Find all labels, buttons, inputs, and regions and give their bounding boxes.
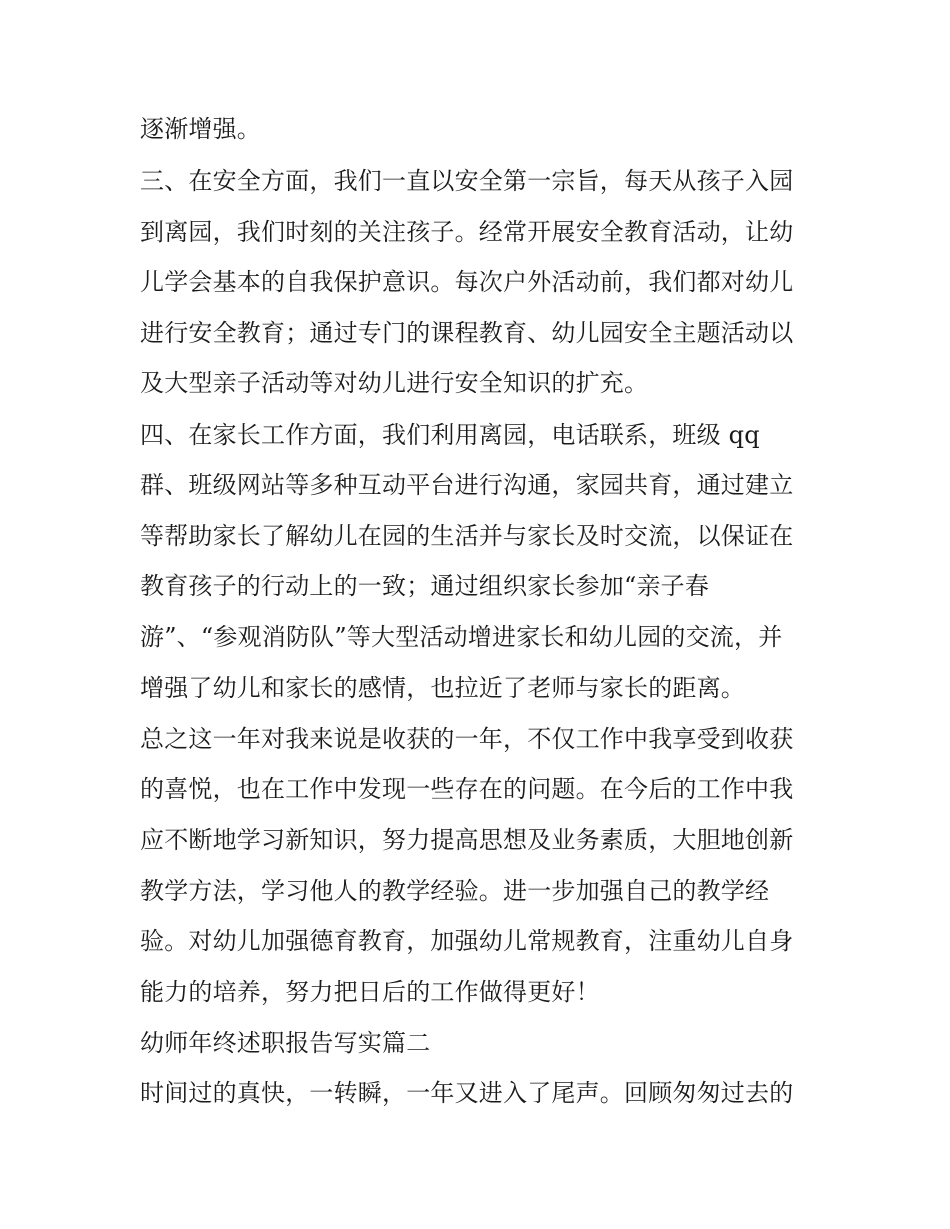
text-line: 及大型亲子活动等对幼儿进行安全知识的扩充。: [140, 369, 649, 397]
text-line: 增强了幼儿和家长的感情，也拉近了老师与家长的距离。: [140, 674, 745, 702]
text-line: 能力的培养，努力把日后的工作做得更好！: [140, 978, 600, 1006]
text-line: 到离园，我们时刻的关注孩子。经常开展安全教育活动，让幼: [140, 218, 794, 246]
text-line: 进行安全教育；通过专门的课程教育、幼儿园安全主题活动以: [140, 319, 794, 347]
text-line: 总之这一年对我来说是收获的一年，不仅工作中我享受到收获: [140, 725, 794, 753]
text-line: 验。对幼儿加强德育教育，加强幼儿常规教育，注重幼儿自身: [140, 927, 794, 955]
text-line: 教学方法，学习他人的教学经验。进一步加强自己的教学经: [140, 877, 770, 905]
text-line: 游”、“参观消防队”等大型活动增进家长和幼儿园的交流，并: [140, 623, 783, 651]
text-line: 逐渐增强。: [140, 115, 261, 143]
text-line: 时间过的真快，一转瞬，一年又进入了尾声。回顾匆匆过去的: [140, 1079, 794, 1107]
section-heading: 幼师年终述职报告写实篇二: [140, 1029, 431, 1057]
text-line: 三、在安全方面，我们一直以安全第一宗旨，每天从孩子入园: [140, 167, 794, 195]
text-line: 群、班级网站等多种互动平台进行沟通，家园共育，通过建立: [140, 471, 794, 499]
text-line: 儿学会基本的自我保护意识。每次户外活动前，我们都对幼儿: [140, 268, 794, 296]
text-line: 教育孩子的行动上的一致；通过组织家长参加“亲子春: [140, 572, 710, 600]
text-line: 的喜悦，也在工作中发现一些存在的问题。在今后的工作中我: [140, 775, 794, 803]
text-line: 应不断地学习新知识，努力提高思想及业务素质，大胆地创新: [140, 826, 794, 854]
text-line: 等帮助家长了解幼儿在园的生活并与家长及时交流，以保证在: [140, 522, 794, 550]
text-line: 四、在家长工作方面，我们利用离园，电话联系，班级 qq: [140, 421, 760, 449]
